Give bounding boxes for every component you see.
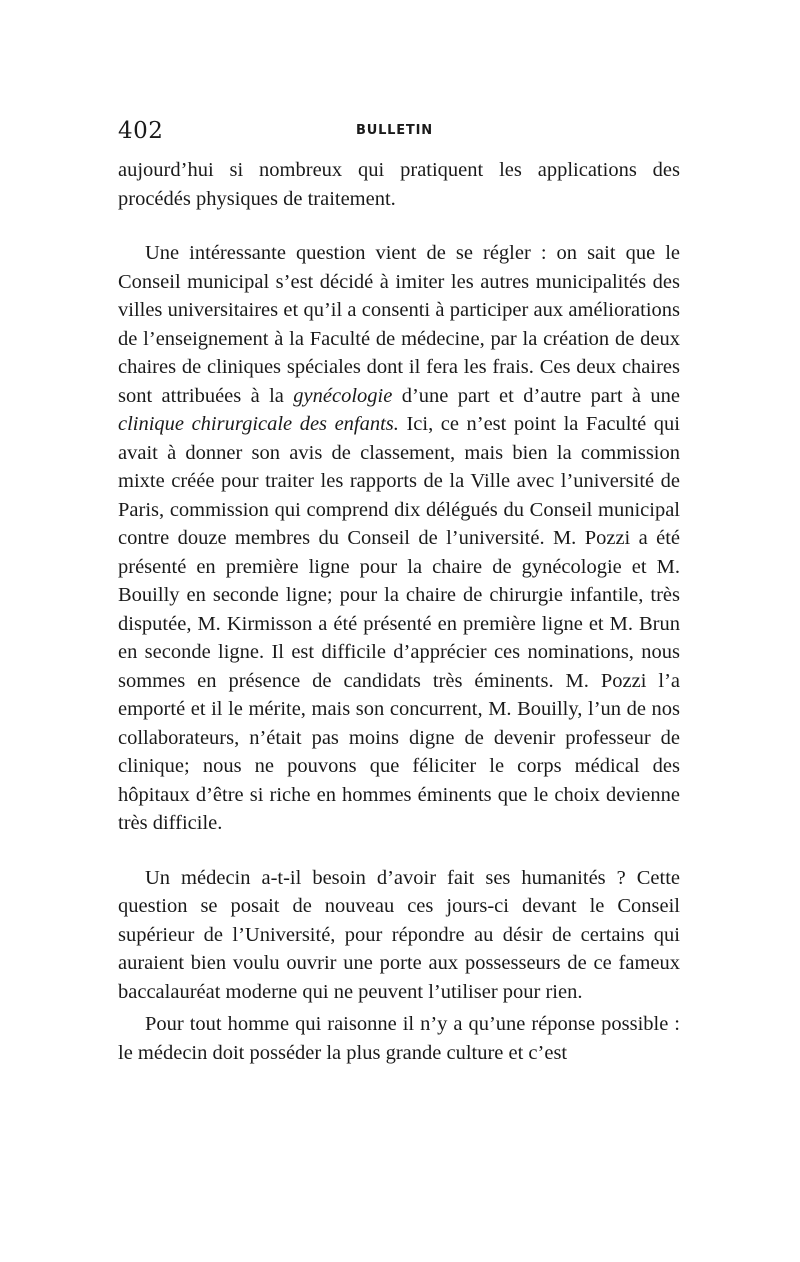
paragraph-chaires-cliniques [118, 239, 680, 838]
paragraph-reponse: Pour tout homme qui raisonne il n’y a qu’une réponse possible : le médecin doit posséder la plus grande culture et c’est [118, 1013, 680, 1064]
page-header [118, 118, 680, 150]
paragraph-text: d’une part et d’autre part à une [392, 384, 680, 407]
italic-term-gynecologie: gynécologie [293, 384, 393, 407]
page-number: 402 [118, 118, 164, 144]
running-head: BULLETIN [356, 123, 433, 138]
italic-term-clinique-chirurgicale: clinique chirurgicale des enfants. [118, 413, 399, 435]
paragraph-text: Ici, ce n’est point la Faculté qui avait à donner son avis de classement, mais bien la commission mixte créée pour traiter les rapports de la Ville avec l’université de Paris, commission qui comprend dix délégués du Conseil municipal contre douze membres du Conseil de l’université. M. Pozzi a été présenté en première ligne pour la chaire de gynécologie et M. Bouilly en seconde ligne; pour la chaire de chirurgie infantile, très disputée, M. Kirmisson a été présenté en première ligne et M. Brun en seconde ligne. Il est difficile d’apprécier ces nominations, nous sommes en présence de candidats très éminents. M. Pozzi l’a emporté et il le mérite, mais son concurrent, M. Bouilly, l’un de nos collaborateurs, n’était pas moins digne de devenir professeur de clinique; nous ne pouvons que féliciter le corps médical des hôpitaux d’être si riche en hommes éminents que le choix devienne très difficile. [118, 413, 680, 834]
paragraph-text: Une intéressante question vient de se régler : on sait que le Conseil municipal s’est décidé à imiter les autres municipalités des villes universitaires et qu’il a consenti à participer aux améliorations de l’enseignement à la Faculté de médecine, par la création de deux chaires de cliniques spéciales dont il fera les frais. Ces deux chaires sont attribuées à la [118, 242, 680, 407]
paragraph-humanites: Un médecin a-t-il besoin d’avoir fait ses humanités ? Cette question se posait de nouveau ces jours-ci devant le Conseil supérieur de l’Université, pour répondre au désir de certains qui auraient bien voulu ouvrir une porte aux possesseurs de ce fameux baccalauréat moderne qui ne peuvent l’utiliser pour rien. [118, 866, 680, 1003]
paragraph-continuation: aujourd’hui si nombreux qui pratiquent les applications des procédés physiques de traitement. [118, 159, 680, 210]
body-text [118, 156, 680, 1067]
